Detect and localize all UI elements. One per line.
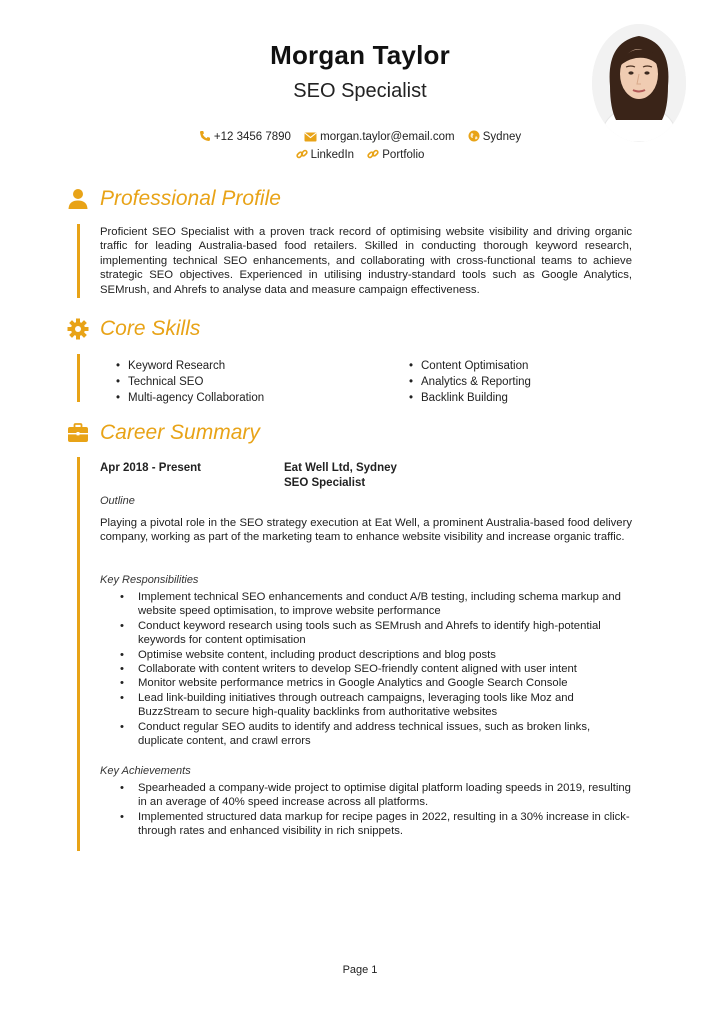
section-title: Core Skills	[100, 317, 201, 340]
section-accent-bar	[77, 224, 80, 298]
skills-list-right	[421, 358, 531, 406]
skill-item: • Analytics & Reporting	[421, 374, 531, 390]
skill-item: • Backlink Building	[421, 390, 531, 406]
skill-item: • Keyword Research	[128, 358, 264, 374]
person-icon	[66, 187, 90, 211]
contact-portfolio[interactable]	[367, 148, 424, 161]
phone-icon	[199, 130, 211, 142]
skill-item: • Content Optimisation	[421, 358, 531, 374]
list-item: • Monitor website performance metrics in Google Analytics and Google Search Console	[138, 676, 638, 690]
list-item: • Implemented structured data markup for recipe pages in 2022, resulting in a 30% increase in click-through rates and enhanced visibility in rich snippets.	[138, 810, 638, 839]
list-item: • Conduct regular SEO audits to identify and address technical issues, such as broken links, duplicate content, and crawl errors	[138, 720, 638, 749]
job-role: SEO Specialist	[284, 477, 366, 489]
list-item: • Implement technical SEO enhancements and conduct A/B testing, including schema markup and website speed optimisation, to improve website performance	[138, 590, 638, 619]
list-item: • Spearheaded a company-wide project to optimise digital platform loading speeds in 2019, resulting in an average of 40% speed increase across all platforms.	[138, 781, 638, 810]
contact-location	[468, 130, 521, 143]
profile-photo	[592, 24, 686, 142]
job-company: Eat Well Ltd, Sydney	[284, 462, 397, 474]
email-icon	[304, 132, 317, 142]
contact-phone[interactable]	[199, 130, 291, 143]
responsibilities-label: Key Responsibilities	[100, 574, 199, 586]
section-title: Career Summary	[100, 421, 260, 444]
job-outline: Playing a pivotal role in the SEO strategy execution at Eat Well, a prominent Australia-based food delivery company, working as part of the marketing team to enhance website visibility and increase organic traffic.	[100, 517, 632, 544]
globe-icon	[468, 130, 480, 142]
responsibilities-list	[138, 590, 638, 748]
section-header-profile	[66, 184, 281, 214]
skill-item: • Technical SEO	[128, 374, 264, 390]
list-item: • Lead link-building initiatives through outreach campaigns, leveraging tools like Moz and BuzzStream to secure high-quality backlinks from authoritative websites	[138, 691, 638, 720]
job-dates: Apr 2018 - Present	[100, 462, 201, 474]
link-icon	[367, 148, 379, 160]
candidate-title: SEO Specialist	[293, 80, 427, 102]
section-header-skills	[66, 314, 200, 344]
page-number: Page 1	[342, 964, 378, 976]
gear-icon	[66, 317, 90, 341]
contact-email[interactable]	[304, 131, 454, 143]
achievements-list	[138, 781, 638, 839]
profile-summary: Proficient SEO Specialist with a proven track record of optimising website visibility and driving organic traffic for leading Australia-based food retailers. Skilled in conducting thorough keyword research, implementing technical SEO enhancements, and collaborating with cross-functional teams to achieve strategic SEO objectives. Experienced in utilising industry-standard tools such as Google Analytics, SEMrush, and Ahrefs to analyse data and measure campaign effectiveness.	[100, 226, 632, 296]
email-text: morgan.taylor@email.com	[320, 131, 455, 143]
skills-list-left	[128, 358, 264, 406]
contact-linkedin[interactable]	[296, 148, 354, 161]
achievements-label: Key Achievements	[100, 765, 191, 777]
outline-label: Outline	[100, 495, 135, 507]
briefcase-icon	[66, 421, 90, 445]
portfolio-text: Portfolio	[382, 149, 425, 161]
phone-text: +12 3456 7890	[213, 131, 291, 143]
section-accent-bar	[77, 457, 80, 851]
linkedin-text: LinkedIn	[310, 149, 355, 161]
candidate-name: Morgan Taylor	[270, 40, 450, 70]
list-item: • Conduct keyword research using tools such as SEMrush and Ahrefs to identify high-potential keywords for content optimisation	[138, 619, 638, 648]
location-text: Sydney	[482, 131, 522, 143]
list-item: • Collaborate with content writers to develop SEO-friendly content aligned with user intent	[138, 662, 638, 676]
section-header-career	[66, 418, 260, 448]
section-title: Professional Profile	[100, 187, 281, 210]
list-item: • Optimise website content, including product descriptions and blog posts	[138, 648, 638, 662]
link-icon	[296, 148, 308, 160]
contact-row-links	[0, 148, 720, 161]
section-accent-bar	[77, 354, 80, 402]
skill-item: • Multi-agency Collaboration	[128, 390, 264, 406]
